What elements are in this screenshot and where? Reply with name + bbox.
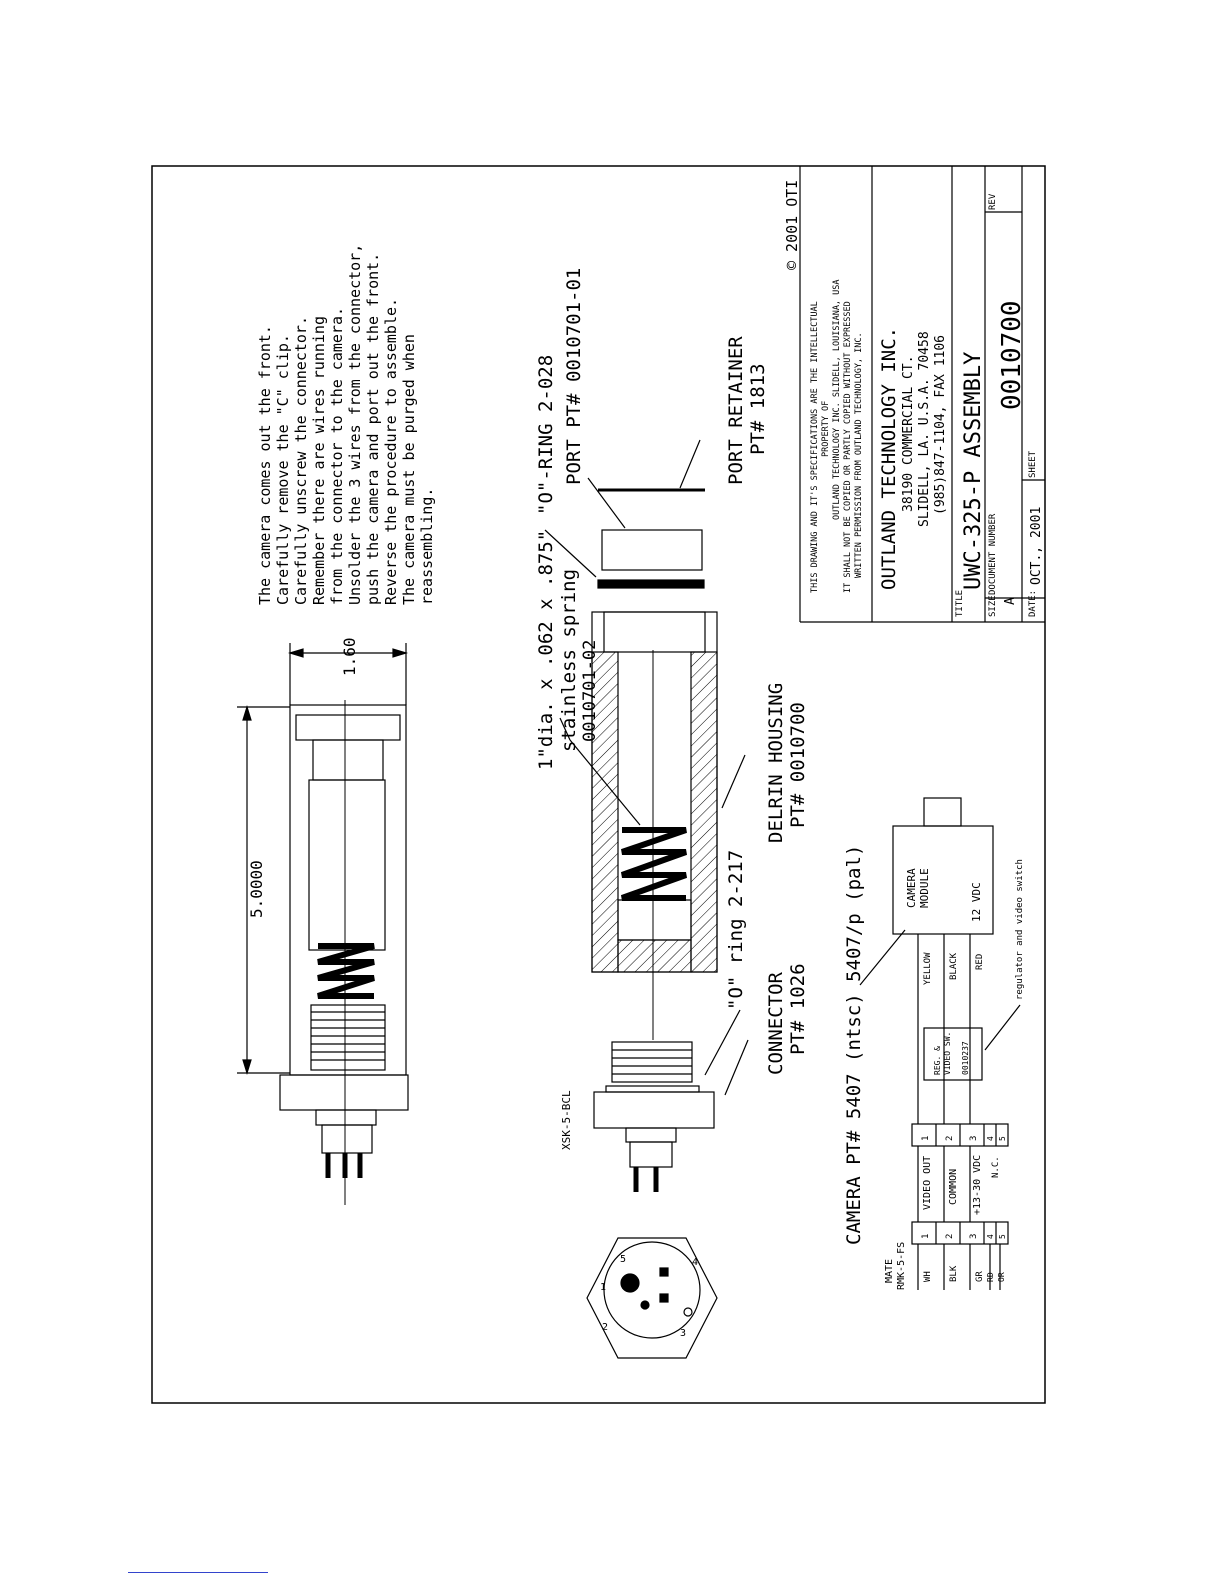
notice-line: PROPERTY OF xyxy=(821,400,831,457)
page-footer-link[interactable] xyxy=(128,1572,268,1573)
notice-line: OUTLAND TECHNOLOGY INC. SLIDELL, LOUISIANA, USA xyxy=(832,279,842,520)
oring-028-label: "O"-RING 2-028 xyxy=(535,354,557,515)
port-retainer-label: PORT RETAINER xyxy=(725,336,747,485)
wiring-diagram xyxy=(860,798,1020,1290)
connector-label: CONNECTOR xyxy=(765,972,787,1075)
oring-217-label: "O" ring 2-217 xyxy=(725,849,747,1010)
wire-label-red: RED xyxy=(975,953,985,970)
wire-label-nc: N.C. xyxy=(991,1156,1001,1178)
reg-box-label: REG. & xyxy=(933,1046,942,1075)
pin-number: 2 xyxy=(945,1135,955,1141)
instruction-line: The camera comes out the front. xyxy=(256,325,274,605)
connector-part-number: PT# 1026 xyxy=(787,963,809,1055)
instruction-line: The camera must be purged when xyxy=(400,334,418,605)
wire-label-video-out: VIDEO OUT xyxy=(922,1155,933,1210)
size-label: SIZE xyxy=(988,595,998,617)
instructions-block xyxy=(256,244,436,605)
port-retainer-part-number: PT# 1813 xyxy=(747,363,769,455)
camera-module-label: MODULE xyxy=(918,868,931,908)
company-address: 38190 COMMERCIAL CT. xyxy=(901,355,916,512)
notice-line: WRITTEN PERMISSION FROM OUTLAND TECHNOLOGY, INC. xyxy=(854,332,864,578)
exploded-view xyxy=(545,440,748,1192)
camera-part-number: CAMERA PT# 5407 (ntsc) 5407/p (pal) xyxy=(843,844,865,1245)
delrin-housing-part-number: PT# 0010700 xyxy=(787,702,809,828)
instruction-line: reassembling. xyxy=(418,487,436,605)
instruction-line: Unsolder the 3 wires from the connector, xyxy=(346,243,364,605)
spring-label: 1"dia. x .062 x .875" xyxy=(535,529,557,770)
instruction-line: Remember there are wires running xyxy=(310,316,328,605)
rev-label: REV xyxy=(988,193,998,210)
length-dimension: 5.0000 xyxy=(247,860,266,918)
pin-number: 1 xyxy=(600,1282,607,1293)
reg-box-label: 0010237 xyxy=(961,1041,970,1075)
mate-color: BLK xyxy=(949,1265,959,1282)
instruction-line: from the connector to the camera. xyxy=(328,306,346,605)
pin-number: 5 xyxy=(620,1254,627,1265)
company-address: SLIDELL, LA. U.S.A. 70458 xyxy=(917,331,932,527)
instruction-line: Carefully remove the "C" clip. xyxy=(274,334,292,605)
mate-part-number: RMK-5-FS xyxy=(896,1241,907,1290)
pin-number: 4 xyxy=(986,1234,995,1239)
date-label: DATE: xyxy=(1028,589,1038,617)
sheet-label: SHEET xyxy=(1028,450,1038,478)
instruction-line: Reverse the procedure to assemble. xyxy=(382,297,400,605)
mate-color: WH xyxy=(923,1271,933,1282)
title-label: TITLE xyxy=(955,589,965,617)
vdc-label: 12 VDC xyxy=(970,882,983,922)
wire-label-black: BLACK xyxy=(949,952,959,980)
instruction-line: push the camera and port out the front. xyxy=(364,252,382,605)
document-number: 0010700 xyxy=(997,300,1027,410)
delrin-housing-label: DELRIN HOUSING xyxy=(765,682,787,843)
pin-number: 3 xyxy=(969,1233,979,1239)
pin-number: 5 xyxy=(998,1234,1007,1239)
copyright: © 2001 OTI xyxy=(783,179,801,270)
pin-number: 3 xyxy=(969,1135,979,1141)
date-value: OCT., 2001 xyxy=(1029,506,1044,585)
pin-number: 4 xyxy=(986,1136,995,1141)
wire-label-common: COMMON xyxy=(948,1168,959,1205)
wire-label-yellow: YELLOW xyxy=(923,952,933,985)
diameter-dimension: 1.60 xyxy=(340,637,359,676)
wire-label-power: +13-30 VDC xyxy=(972,1154,983,1215)
regulator-note: regulator and video switch xyxy=(1015,859,1025,1000)
camera-module-label: CAMERA xyxy=(905,868,918,908)
document-number-label: DOCUMENT NUMBER xyxy=(988,513,998,595)
company-phone: (985)847-1104, FAX 1106 xyxy=(933,334,948,515)
instruction-line: Carefully unscrew the connector. xyxy=(292,316,310,605)
mate-color: OR xyxy=(997,1272,1006,1282)
size-value: A xyxy=(1003,597,1018,605)
pin-number: 5 xyxy=(998,1136,1007,1141)
pin-number: 1 xyxy=(921,1233,931,1239)
assembled-view xyxy=(237,643,408,1205)
spring-part-number: 0010701-02 xyxy=(580,639,600,742)
xsk-label: XSK-5-BCL xyxy=(560,1090,573,1150)
pin-number: 4 xyxy=(692,1257,699,1268)
port-label: PORT PT# 0010701-01 xyxy=(563,267,585,485)
mate-label: MATE xyxy=(884,1258,895,1283)
reg-box-label: VIDEO SW. xyxy=(943,1031,952,1075)
pin-number: 3 xyxy=(680,1328,687,1339)
company-name: OUTLAND TECHNOLOGY INC. xyxy=(878,326,900,590)
connector-face xyxy=(587,1238,717,1358)
pin-number: 2 xyxy=(945,1233,955,1239)
pin-number: 2 xyxy=(602,1322,609,1333)
drawing-title: UWC-325-P ASSEMBLY xyxy=(961,351,986,590)
spring-label: stainless spring xyxy=(558,568,580,752)
mate-color: RD xyxy=(986,1272,995,1282)
mate-color: GR xyxy=(975,1271,985,1282)
notice-line: THIS DRAWING AND IT'S SPECIFICATIONS ARE THE INTELLECTUAL xyxy=(810,301,820,593)
notice-line: IT SHALL NOT BE COPIED OR PARTLY COPIED WITHOUT EXPRESSED xyxy=(843,301,853,593)
pin-number: 1 xyxy=(921,1135,931,1141)
